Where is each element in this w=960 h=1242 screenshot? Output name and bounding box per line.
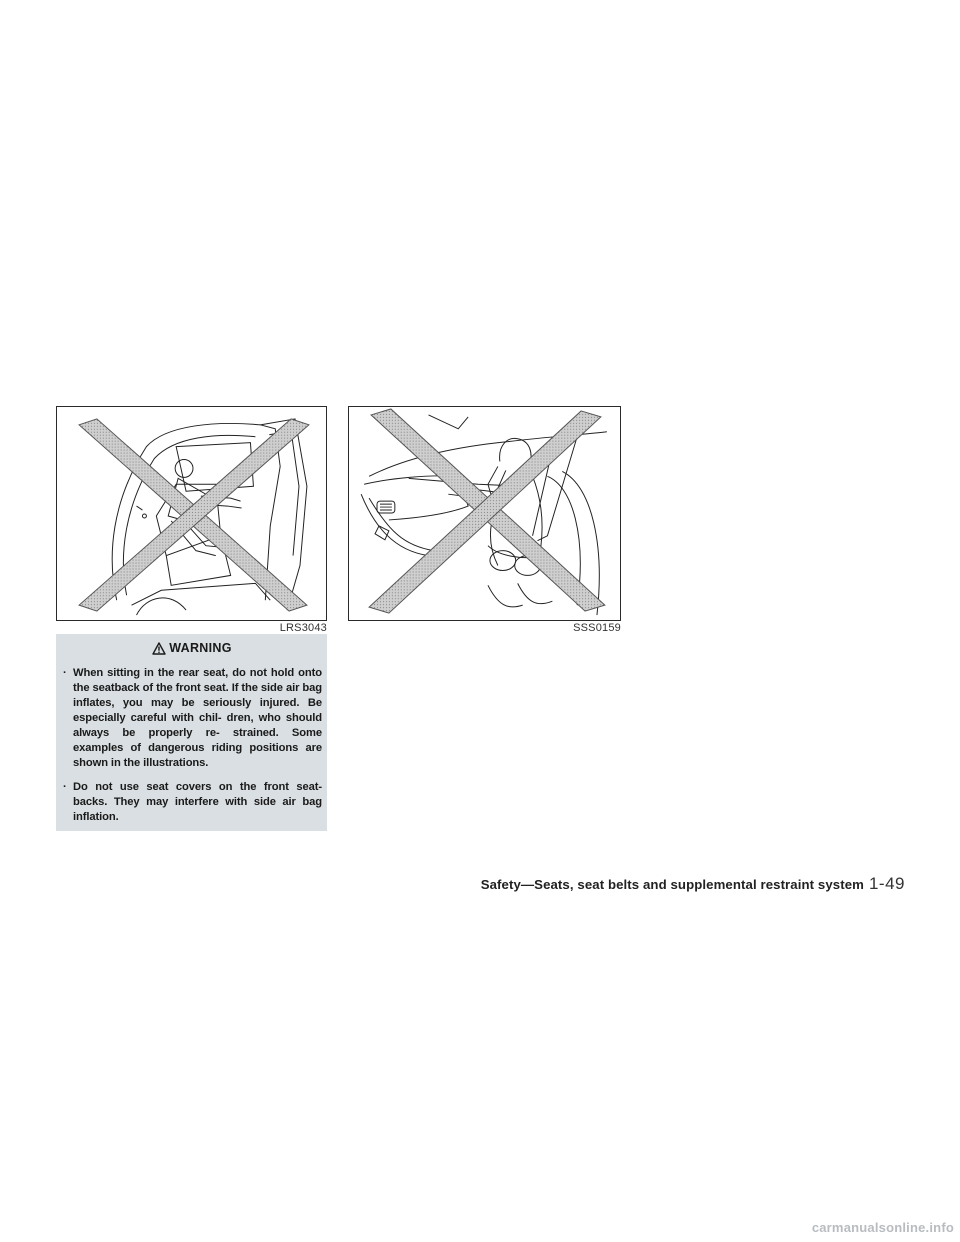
- bullet: ·: [63, 781, 67, 793]
- warning-header: [62, 640, 322, 656]
- section-title: Safety—Seats, seat belts and supplemental restraint system: [480, 877, 864, 892]
- warning-box: [56, 634, 327, 831]
- illustration-front-seat-occupant: [348, 406, 621, 621]
- figure-code-lrs3043: LRS3043: [279, 622, 327, 634]
- warning-list: [62, 666, 322, 825]
- bullet: ·: [63, 667, 67, 679]
- page-number: 1-49: [868, 874, 905, 893]
- warning-triangle-icon: [152, 642, 166, 655]
- watermark: carmanualsonline.info: [811, 1220, 954, 1235]
- warning-title: WARNING: [169, 641, 232, 655]
- page-footer: [480, 874, 905, 896]
- warning-item: · When sitting in the rear seat, do not hold onto the seatback of the front seat. If the side air bag inflates, you may be seriously injured. Be especially careful with chil- dren, who should always be properly re- strained. Some examples of dangerous riding positions are shown in the illustrations.: [63, 667, 322, 769]
- illustration-rear-seat-occupant: [56, 406, 327, 621]
- figure-code-sss0159: SSS0159: [573, 622, 621, 634]
- warning-item: · Do not use seat covers on the front seat- backs. They may interfere with side air bag inflation.: [63, 781, 322, 823]
- front-seat-drawing: [349, 407, 620, 620]
- rear-seat-drawing: [57, 407, 326, 620]
